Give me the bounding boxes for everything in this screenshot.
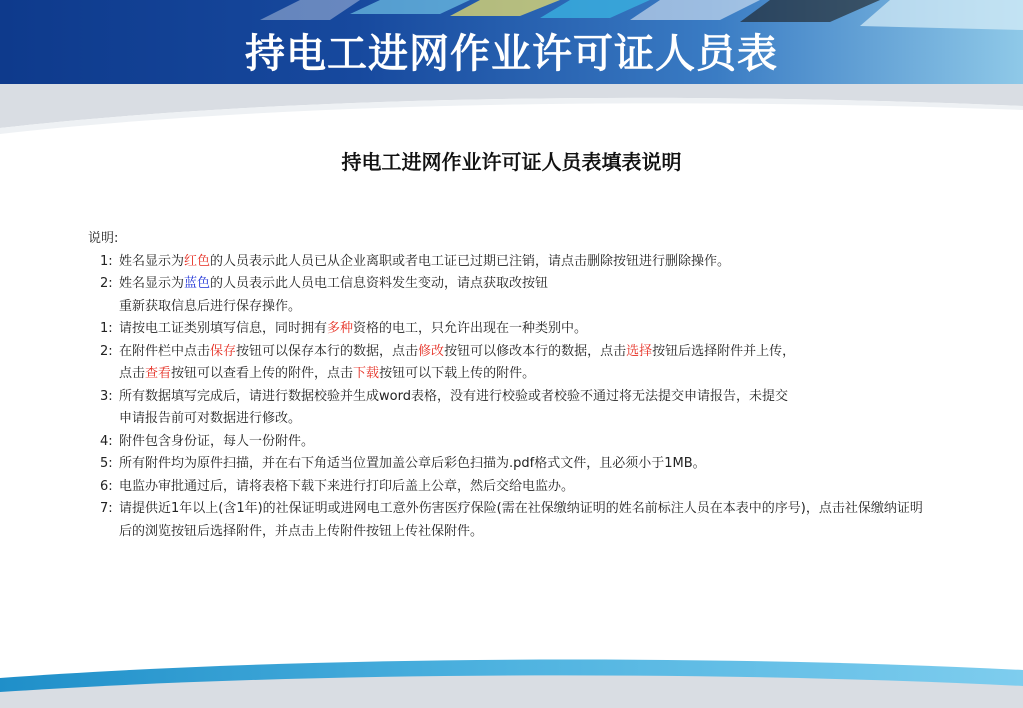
instruction-continuation: 后的浏览按钮后选择附件，并点击上传附件按钮上传社保附件。 xyxy=(119,523,484,539)
instruction-item: 3: 所有数据填写完成后，请进行数据校验并生成word表格，没有进行校验或者校验不通过将无法提交申请报告，未提交 xyxy=(100,388,788,404)
bottom-swoosh-decoration xyxy=(0,648,1023,708)
instruction-item: 2: 姓名显示为蓝色的人员表示此人员电工信息资料发生变动，请点获取改按钮 xyxy=(100,276,549,291)
header-banner xyxy=(0,0,1023,84)
instruction-item: 5: 所有附件均为原件扫描，并在右下角适当位置加盖公章后彩色扫描为.pdf格式文件，且必须小于1MB。 xyxy=(100,456,706,471)
instruction-item: 1: 姓名显示为红色的人员表示此人员已从企业离职或者电工证已过期已注销，请点击删除按钮进行删除操作。 xyxy=(100,253,731,269)
instructions-block xyxy=(88,228,988,543)
instruction-continuation: 申请报告前可对数据进行修改。 xyxy=(119,411,302,426)
instruction-item: 7: 请提供近1年以上(含1年)的社保证明或进网电工意外伤害医疗保险(需在社保缴纳证明的姓名前标注人员在本表中的序号)，点击社保缴纳证明 xyxy=(100,501,923,516)
instruction-continuation: 点击查看按钮可以查看上传的附件，点击下载按钮可以下载上传的附件。 xyxy=(119,366,536,381)
instruction-item: 1: 请按电工证类别填写信息，同时拥有多种资格的电工，只允许出现在一种类别中。 xyxy=(100,321,588,336)
top-swoosh-decoration xyxy=(0,84,1023,134)
instruction-continuation: 重新获取信息后进行保存操作。 xyxy=(119,298,302,314)
instructions-heading: 说明: xyxy=(88,231,119,246)
instruction-item: 2: 在附件栏中点击保存按钮可以保存本行的数据，点击修改按钮可以修改本行的数据，点击选择按钮后选择附件并上传， xyxy=(100,343,796,359)
instruction-item: 6: 电监办审批通过后，请将表格下载下来进行打印后盖上公章，然后交给电监办。 xyxy=(100,478,575,494)
instruction-item: 4: 附件包含身份证，每人一份附件。 xyxy=(100,433,315,449)
section-title: 持电工进网作业许可证人员表填表说明 xyxy=(341,150,682,174)
page-title: 持电工进网作业许可证人员表 xyxy=(245,30,778,77)
